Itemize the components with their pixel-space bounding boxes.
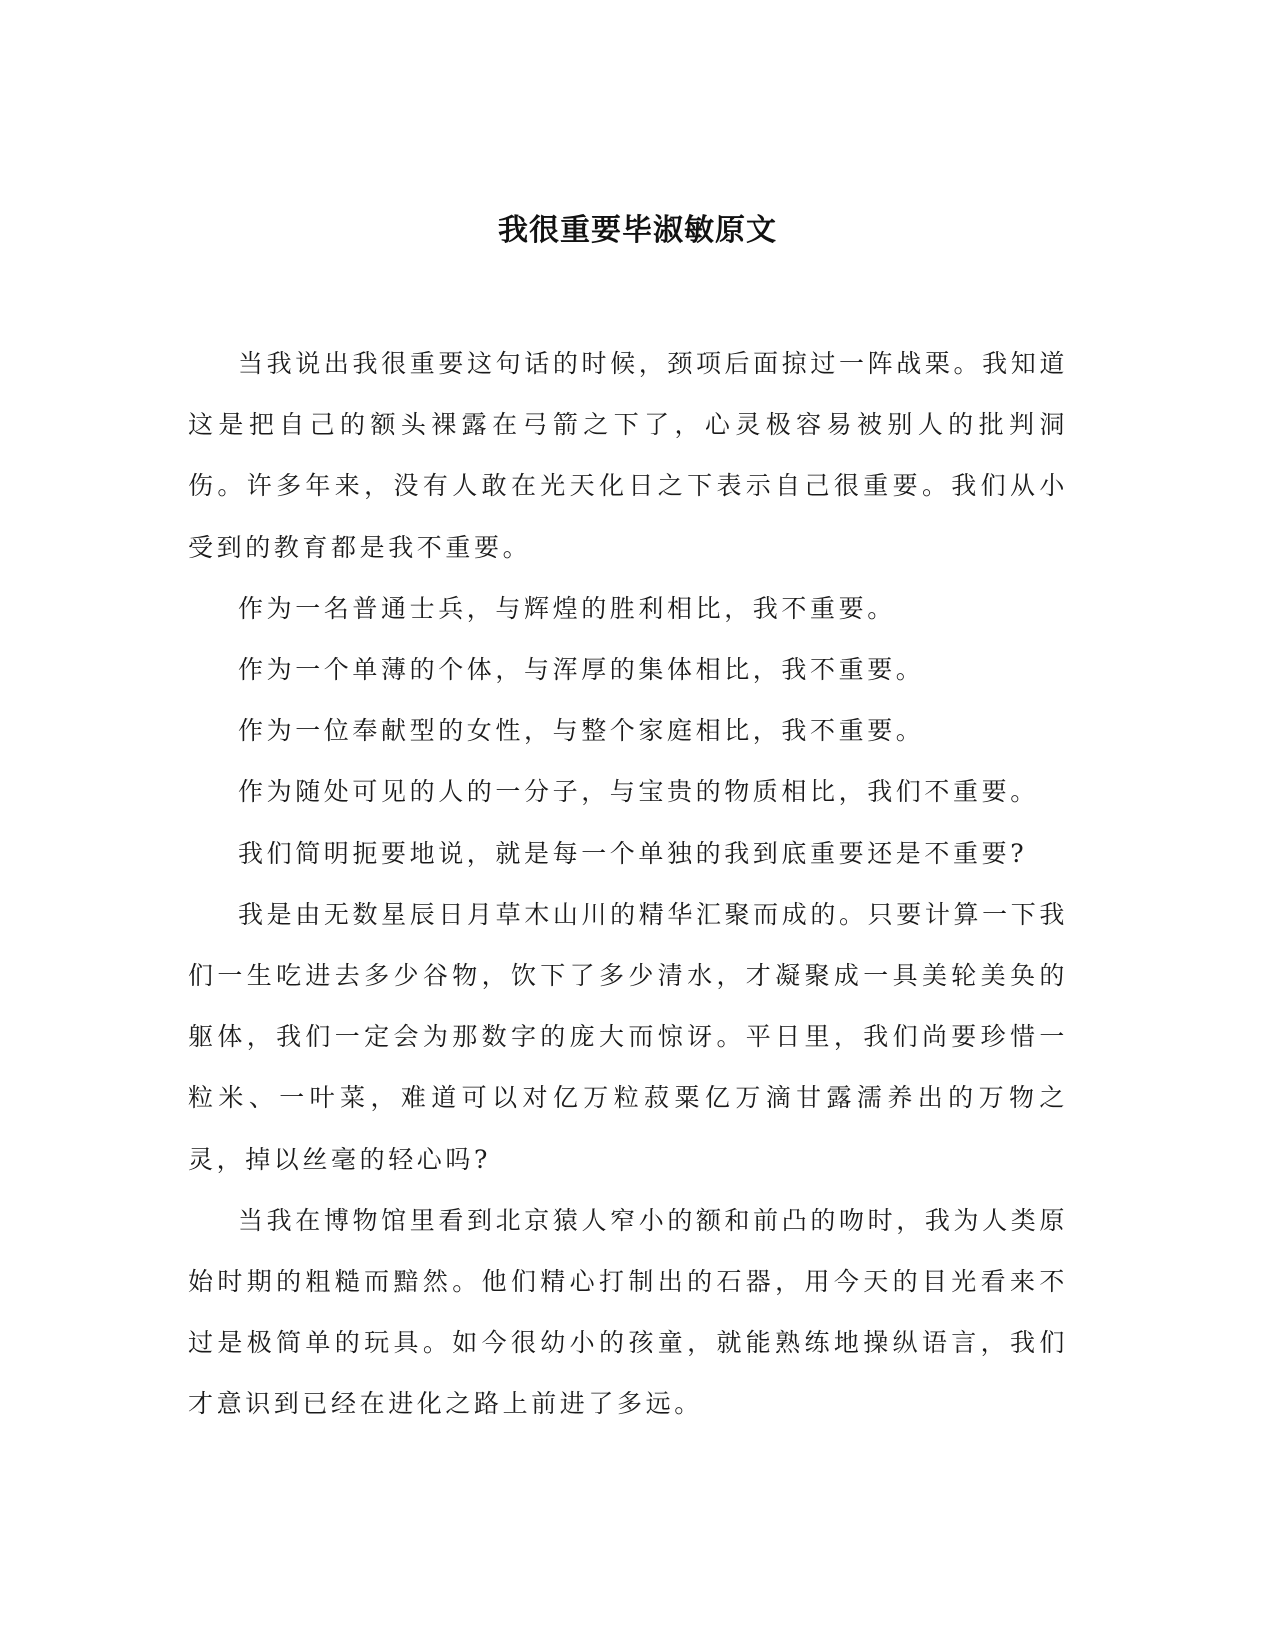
document-body xyxy=(188,333,1068,1435)
paragraph: 当我在博物馆里看到北京猿人窄小的额和前凸的吻时，我为人类原始时期的粗糙而黯然。他们精心打制出的石器，用今天的目光看来不过是极简单的玩具。如今很幼小的孩童，就能熟练地操纵语言，我们才意识到已经在进化之路上前进了多远。 xyxy=(188,1205,1068,1419)
paragraph: 作为一个单薄的个体，与浑厚的集体相比，我不重要。 xyxy=(238,655,925,685)
paragraph: 我们简明扼要地说，就是每一个单独的我到底重要还是不重要? xyxy=(238,838,1028,868)
paragraph: 作为一位奉献型的女性，与整个家庭相比，我不重要。 xyxy=(238,716,925,746)
paragraph: 作为随处可见的人的一分子，与宝贵的物质相比，我们不重要。 xyxy=(238,777,1039,807)
paragraph: 我是由无数星辰日月草木山川的精华汇聚而成的。只要计算一下我们一生吃进去多少谷物，饮下了多少清水，才凝聚成一具美轮美奂的躯体，我们一定会为那数字的庞大而惊讶。平日里，我们尚要珍惜一粒米、一叶菜，难道可以对亿万粒菽粟亿万滴甘露濡养出的万物之灵，掉以丝毫的轻心吗? xyxy=(188,899,1068,1174)
paragraph: 作为一名普通士兵，与辉煌的胜利相比，我不重要。 xyxy=(238,593,896,623)
paragraph: 当我说出我很重要这句话的时候，颈项后面掠过一阵战栗。我知道这是把自己的额头裸露在弓箭之下了，心灵极容易被别人的批判洞伤。许多年来，没有人敢在光天化日之下表示自己很重要。我们从小受到的教育都是我不重要。 xyxy=(188,349,1068,562)
document-title: 我很重要毕淑敏原文 xyxy=(498,213,777,248)
